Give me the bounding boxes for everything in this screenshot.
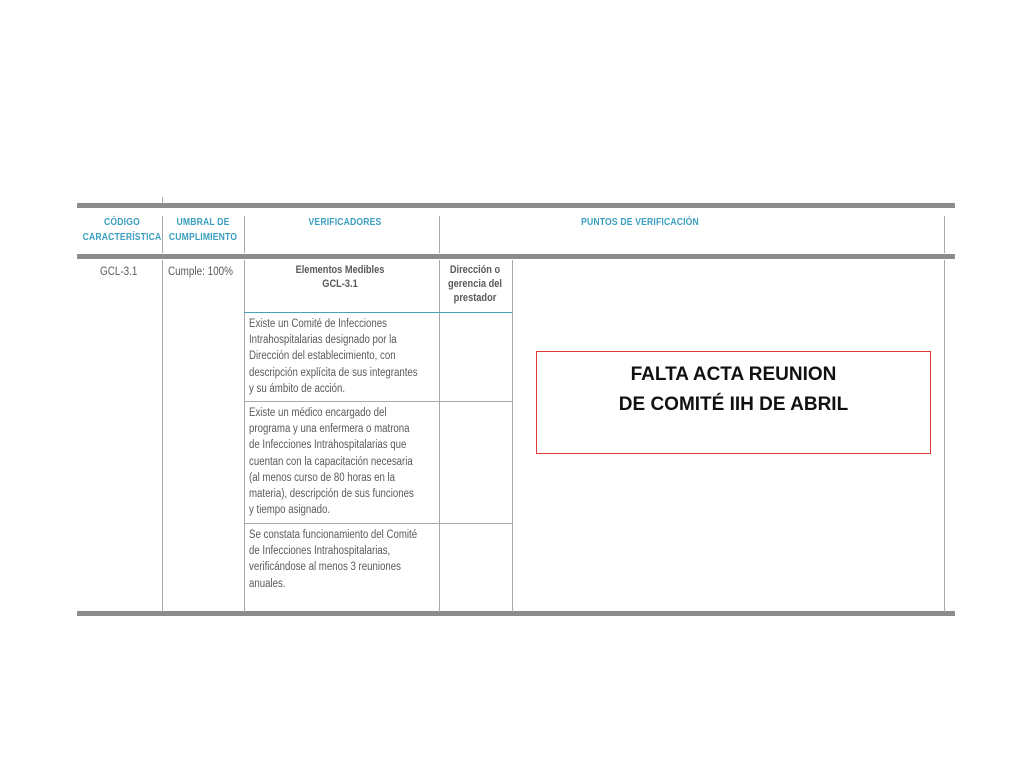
column-divider <box>512 260 513 612</box>
column-divider <box>244 216 245 253</box>
compliance-threshold: Cumple: 100% <box>168 266 233 278</box>
column-divider <box>944 260 945 612</box>
table-top-rule <box>77 203 955 208</box>
direccion-title: Dirección o gerencia del prestador <box>448 264 502 304</box>
characteristic-code: GCL-3.1 <box>100 266 138 278</box>
measurable-element: Existe un médico encargado del programa y una enfermera o matrona de Infecciones Intrahospitalarias que cuentan con la capacitación necesaria (al menos curso de 80 horas en la materia), descripción de sus funciones y tiempo asignado. <box>249 407 414 517</box>
callout-line-1: FALTA ACTA REUNION <box>630 364 837 385</box>
elementos-medibles-title: Elementos Medibles GCL-3.1 <box>295 264 385 290</box>
callout-line-2: DE COMITÉ IIH DE ABRIL <box>618 394 849 415</box>
row-divider <box>244 401 512 402</box>
row-divider <box>244 523 512 524</box>
header-codigo: CÓDIGO CARACTERÍSTICA <box>82 216 162 243</box>
table-header-rule <box>77 254 955 259</box>
header-puntos-verificacion: PUNTOS DE VERIFICACIÓN <box>581 216 699 228</box>
callout-box <box>536 351 931 454</box>
measurable-element: Se constata funcionamiento del Comité de Infecciones Intrahospitalarias, verificándose al menos 3 reuniones anuales. <box>249 529 418 590</box>
column-divider <box>944 216 945 253</box>
column-divider <box>162 260 163 612</box>
header-umbral: UMBRAL DE CUMPLIMIENTO <box>168 216 238 243</box>
measurable-element: Existe un Comité de Infecciones Intrahospitalarias designado por la Dirección del establecimiento, con descripción explícita de sus integrantes y su ámbito de acción. <box>249 318 418 395</box>
table-bottom-rule <box>77 611 955 616</box>
header-verificadores: VERIFICADORES <box>308 216 382 228</box>
column-divider <box>439 216 440 253</box>
column-divider <box>162 197 163 203</box>
subheader-divider <box>244 312 512 313</box>
